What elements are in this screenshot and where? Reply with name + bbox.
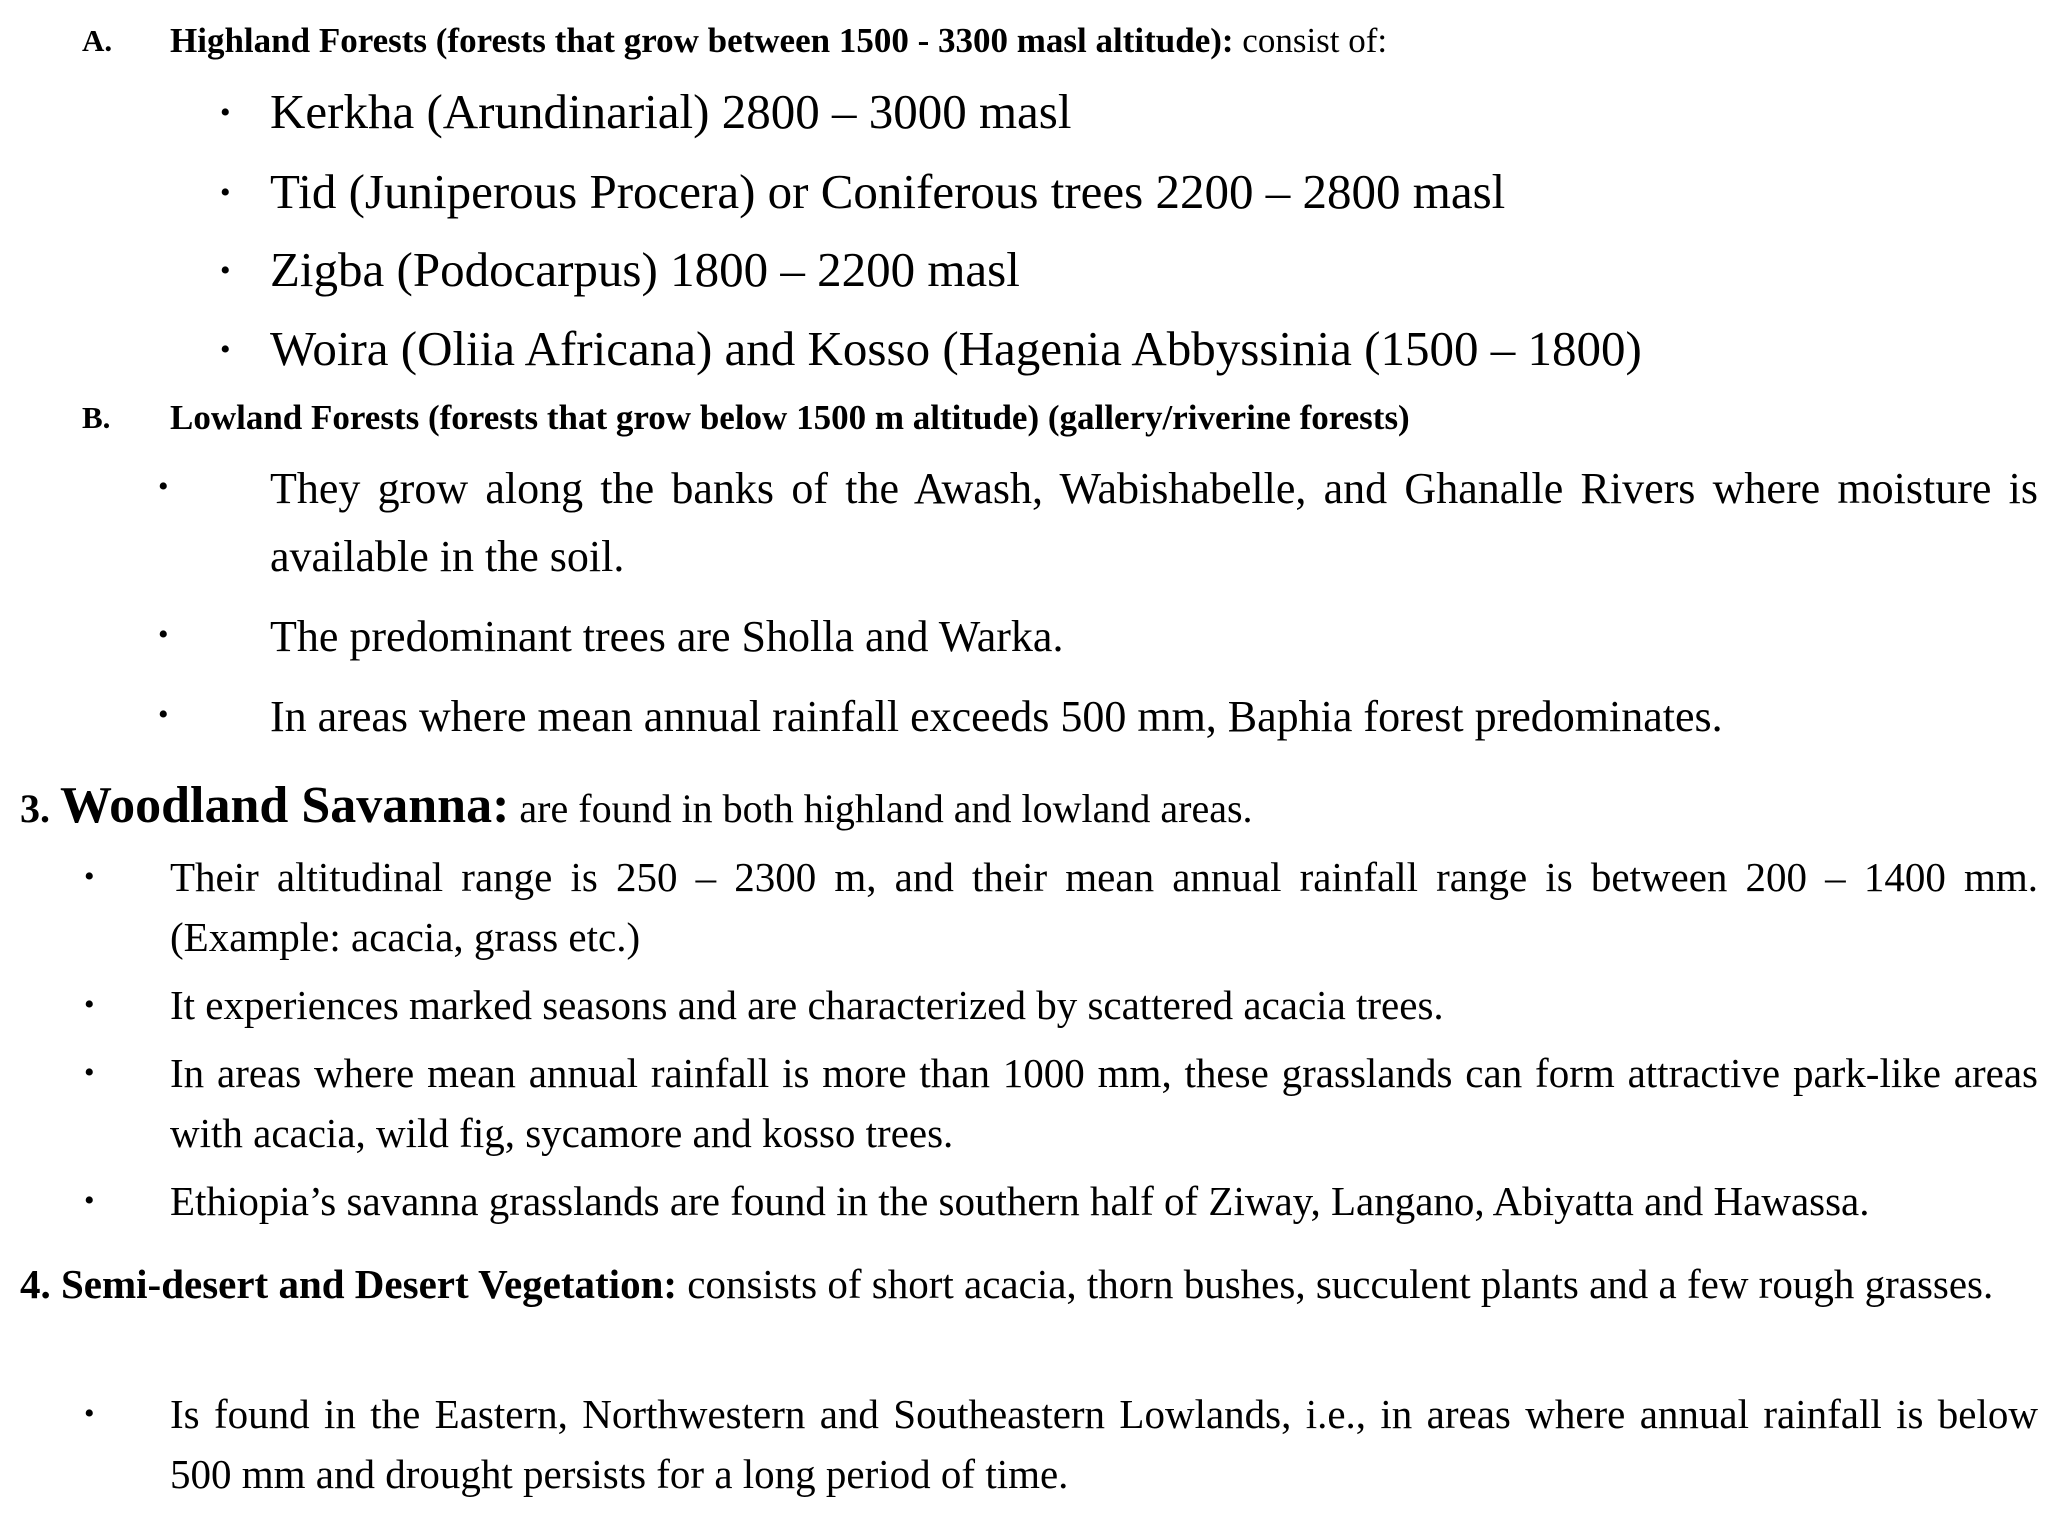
lowland-item: The predominant trees are Sholla and Warka.: [270, 612, 1064, 661]
section-3-number: 3.: [20, 786, 50, 831]
section-a-heading: [170, 18, 1387, 64]
section-4-rest: consists of short acacia, thorn bushes, succulent plants and a few rough grasses.: [677, 1261, 1994, 1307]
section-a-heading-rest: consist of:: [1233, 21, 1388, 60]
bullet-icon: •: [220, 96, 231, 129]
highland-item: Zigba (Podocarpus) 1800 – 2200 masl: [270, 242, 1020, 297]
desert-item: Is found in the Eastern, Northwestern and Southeastern Lowlands, i.e., in areas where annual rainfall is below 500 mm and drought persists for a long period of time.: [170, 1391, 2038, 1497]
section-3-rest: are found in both highland and lowland areas.: [509, 786, 1253, 831]
section-4-paragraph: [20, 1254, 2038, 1314]
lowland-item: They grow along the banks of the Awash, Wabishabelle, and Ghanalle Rivers where moisture is available in the soil.: [270, 464, 2038, 581]
section-b-heading: [170, 395, 1410, 441]
section-3-title: Woodland Savanna:: [60, 777, 510, 834]
bullet-icon: •: [220, 176, 231, 209]
bullet-icon: •: [158, 470, 169, 503]
savanna-item: In areas where mean annual rainfall is more than 1000 mm, these grasslands can form attractive park-like areas with acacia, wild fig, sycamore and kosso trees.: [170, 1050, 2038, 1156]
bullet-icon: •: [84, 1397, 95, 1430]
bullet-icon: •: [158, 698, 169, 731]
section-b-heading-bold: Lowland Forests (forests that grow below 1500 m altitude) (gallery/riverine forests): [170, 398, 1410, 437]
savanna-item: Ethiopia’s savanna grasslands are found in the southern half of Ziway, Langano, Abiyatta and Hawassa.: [170, 1178, 1870, 1224]
bullet-icon: •: [220, 333, 231, 366]
bullet-icon: •: [158, 618, 169, 651]
section-a-letter: A.: [82, 23, 113, 58]
section-4-title: 4. Semi-desert and Desert Vegetation:: [20, 1261, 678, 1307]
lowland-item: In areas where mean annual rainfall exceeds 500 mm, Baphia forest predominates.: [270, 692, 1723, 741]
highland-item: Woira (Oliia Africana) and Kosso (Hagenia Abbyssinia (1500 – 1800): [270, 321, 1642, 376]
bullet-icon: •: [84, 1184, 95, 1217]
bullet-icon: •: [220, 254, 231, 287]
section-a-heading-bold: Highland Forests (forests that grow between 1500 - 3300 masl altitude):: [170, 21, 1234, 60]
savanna-item: It experiences marked seasons and are characterized by scattered acacia trees.: [170, 982, 1444, 1028]
highland-item: Kerkha (Arundinarial) 2800 – 3000 masl: [270, 84, 1072, 139]
savanna-item: Their altitudinal range is 250 – 2300 m, and their mean annual rainfall range is between 200 – 1400 mm. (Example: acacia, grass etc.): [170, 854, 2038, 960]
bullet-icon: •: [84, 860, 95, 893]
highland-item: Tid (Juniperous Procera) or Coniferous trees 2200 – 2800 masl: [270, 164, 1506, 219]
section-3-heading: [20, 776, 1253, 839]
section-b-letter: B.: [82, 400, 111, 435]
bullet-icon: •: [84, 1056, 95, 1089]
bullet-icon: •: [84, 988, 95, 1021]
